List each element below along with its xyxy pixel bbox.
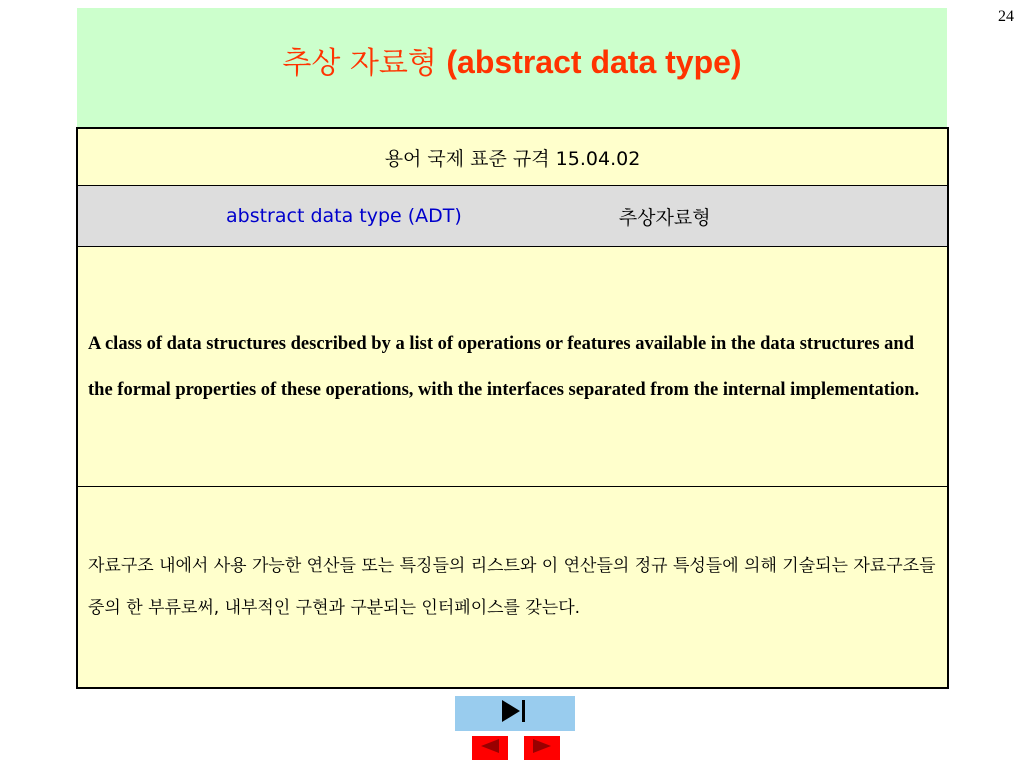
standard-row: 용어 국제 표준 규격 15.04.02 [78, 129, 947, 186]
triangle-left-icon [479, 738, 501, 759]
term-korean: 추상자료형 [618, 206, 711, 229]
previous-slide-button[interactable] [472, 736, 508, 760]
title-band [77, 8, 947, 128]
definition-english-row [78, 247, 947, 487]
go-to-end-button[interactable] [455, 696, 575, 731]
triangle-right-icon [531, 738, 553, 759]
title-english: (abstract data type) [446, 44, 742, 80]
slide-title [282, 38, 741, 82]
term-row [78, 186, 947, 247]
definition-korean: 자료구조 내에서 사용 가능한 연산들 또는 특징들의 리스트와 이 연산들의 정규 특성들에 의해 기술되는 자료구조들 중의 한 부류로써, 내부적인 구현과 구분되는 인터페이스를 갖는다. [88, 556, 936, 618]
play-to-end-icon [500, 698, 530, 729]
definition-table [76, 127, 949, 689]
next-slide-button[interactable] [524, 736, 560, 760]
page-number: 24 [998, 8, 1014, 25]
term-english: abstract data type (ADT) [226, 205, 462, 227]
definition-korean-row [78, 487, 947, 687]
definition-english: A class of data structures described by a list of operations or features available in the data structures and the formal properties of these operations, with the interfaces separated from the internal implementation. [88, 333, 920, 400]
title-korean: 추상 자료형 [282, 46, 447, 81]
